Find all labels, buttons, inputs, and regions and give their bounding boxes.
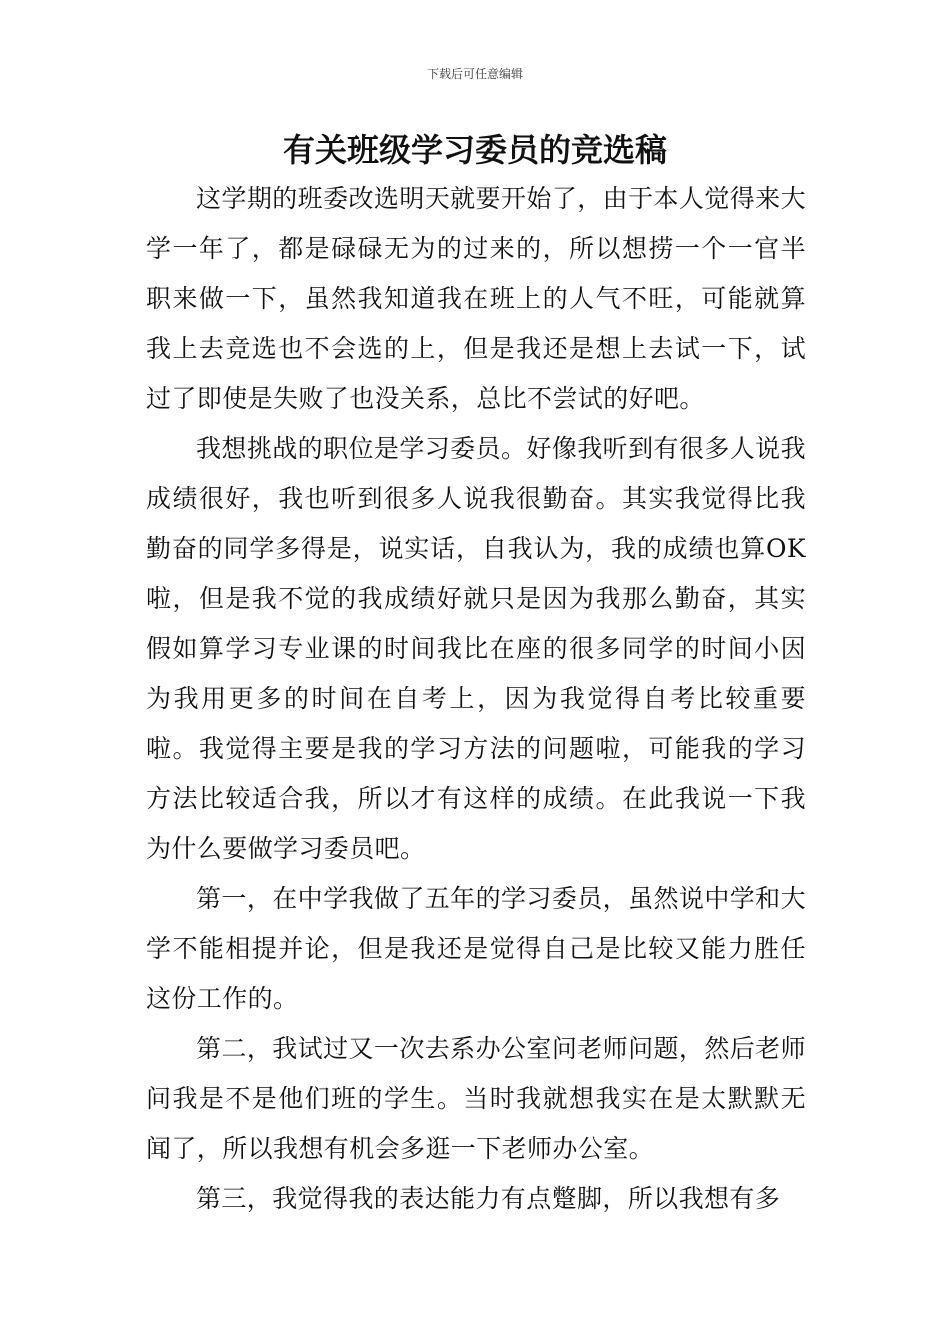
document-title: 有关班级学习委员的竞选稿 [282, 131, 667, 169]
header-note: 下载后可任意编辑 [426, 67, 523, 81]
document-body [146, 174, 806, 1224]
paragraph-4: 第二，我试过又一次去系办公室问老师问题，然后老师问我是不是他们班的学生。当时我就想我实在是太默默无闻了，所以我想有机会多逛一下老师办公室。 [146, 1034, 806, 1163]
paragraph-5: 第三，我觉得我的表达能力有点蹩脚，所以我想有多 [196, 1184, 781, 1213]
paragraph-2: 我想挑战的职位是学习委员。好像我听到有很多人说我成绩很好，我也听到很多人说我很勤奋。其实我觉得比我勤奋的同学多得是，说实话，自我认为，我的成绩也算OK啦，但是我不觉的我成绩好就只是因为我那么勤奋，其实假如算学习专业课的时间我比在座的很多同学的时间小因为我用更多的时间在自考上，因为我觉得自考比较重要啦。我觉得主要是我的学习方法的问题啦，可能我的学习方法比较适合我，所以才有这样的成绩。在此我说一下我为什么要做学习委员吧。 [146, 434, 806, 863]
paragraph-1: 这学期的班委改选明天就要开始了，由于本人觉得来大学一年了，都是碌碌无为的过来的，所以想捞一个一官半职来做一下，虽然我知道我在班上的人气不旺，可能就算我上去竞选也不会选的上，但是我还是想上去试一下，试过了即使是失败了也没关系，总比不尝试的好吧。 [146, 184, 806, 413]
paragraph-3: 第一，在中学我做了五年的学习委员，虽然说中学和大学不能相提并论，但是我还是觉得自己是比较又能力胜任这份工作的。 [146, 884, 806, 1013]
